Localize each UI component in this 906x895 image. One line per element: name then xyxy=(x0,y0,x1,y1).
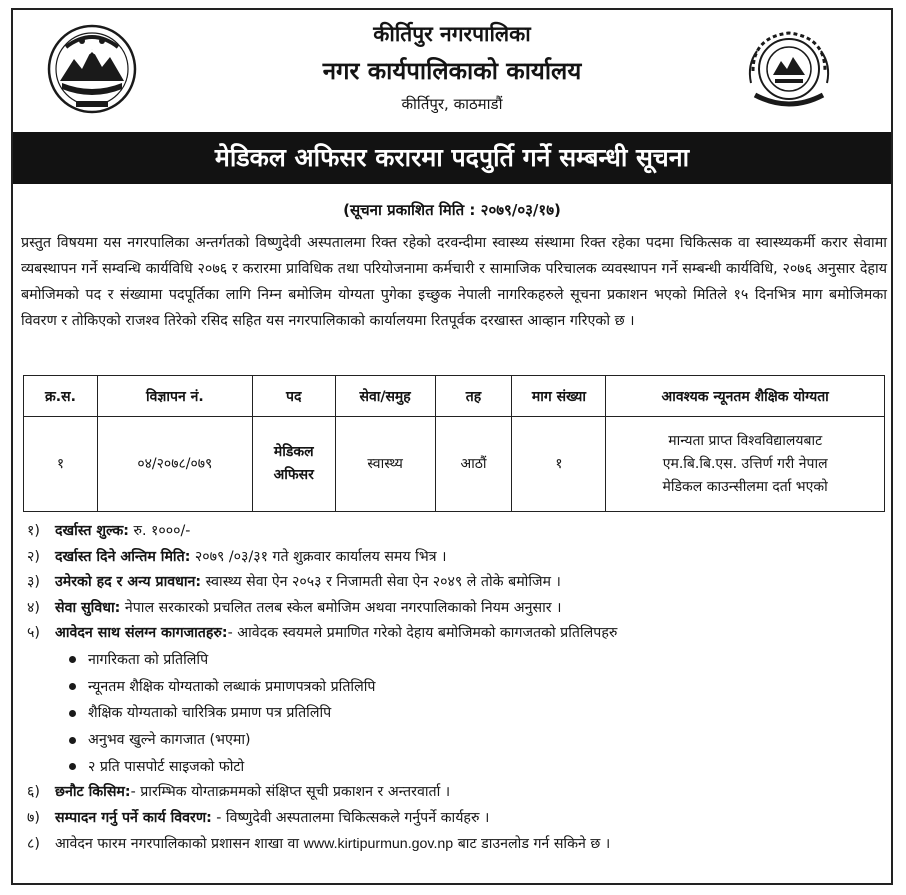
condition-text: बाट डाउनलोड गर्न सकिने छ । xyxy=(453,835,611,852)
condition-item xyxy=(27,545,887,571)
cell-post xyxy=(252,417,335,512)
publish-date xyxy=(13,200,891,220)
cell-qualification-line3: मेडिकल काउन्सीलमा दर्ता भएको xyxy=(662,478,828,495)
col-header-qualification: आवश्यक न्यूनतम शैक्षिक योग्यता xyxy=(606,376,885,417)
condition-number: १) xyxy=(27,523,40,539)
cell-service: स्वास्थ्य xyxy=(335,417,435,512)
condition-number: ७) xyxy=(27,810,40,826)
condition-text: २०७९ /०३/३१ गते शुक्रवार कार्यालय समय भित्र । xyxy=(190,548,447,565)
condition-item xyxy=(27,519,887,545)
col-header-service: सेवा/समुह xyxy=(335,376,435,417)
condition-text: - आवेदक स्वयमले प्रमाणित गरेको देहाय बमोजिमको कागजतको प्रतिलिपहरु xyxy=(227,625,618,642)
website-link[interactable]: www.kirtipurmun.gov.np xyxy=(303,835,454,852)
document-list-item xyxy=(27,700,887,727)
col-header-post: पद xyxy=(252,376,335,417)
condition-number: ५) xyxy=(27,625,40,642)
condition-item xyxy=(27,806,887,832)
condition-label: सेवा सुविधा: xyxy=(55,599,121,616)
condition-text: - विष्णुदेवी अस्पतालमा चिकित्सकले गर्नुपर्ने कार्यहरु । xyxy=(211,810,490,826)
document-list-item xyxy=(27,674,887,701)
notice-title: मेडिकल अफिसर करारमा पदपुर्ति गर्ने सम्बन्धी सूचना xyxy=(13,132,891,184)
condition-text: नेपाल सरकारको प्रचलित तलब स्केल बमोजिम अथवा नगरपालिकाको नियम अनुसार । xyxy=(120,599,562,616)
col-header-ad-no: विज्ञापन नं. xyxy=(97,376,252,417)
cell-qualification-line2: एम.बि.बि.एस. उत्तिर्ण गरी नेपाल xyxy=(662,455,828,472)
condition-item xyxy=(27,832,887,858)
letterhead xyxy=(13,10,891,128)
condition-text: आवेदन फारम नगरपालिकाको प्रशासन शाखा वा xyxy=(55,835,304,852)
condition-number: ४) xyxy=(27,599,40,616)
table-row xyxy=(24,417,885,512)
cell-qualification-line1: मान्यता प्राप्त विश्वविद्यालयबाट xyxy=(668,432,823,449)
document-text: शैक्षिक योग्यताको चारित्रिक प्रमाण पत्र प्रतिलिपि xyxy=(88,705,332,722)
conditions-list xyxy=(27,519,887,857)
bullet-icon xyxy=(69,656,76,663)
document-text: नागरिकता को प्रतिलिपि xyxy=(88,651,209,668)
office-name: नगर कार्यपालिकाको कार्यालय xyxy=(322,57,582,85)
cell-qualification xyxy=(606,417,885,512)
condition-label: छनौट किसिम: xyxy=(55,784,131,801)
office-address: कीर्तिपुर, काठमाडौं xyxy=(401,95,503,113)
condition-number: २) xyxy=(27,548,40,565)
condition-label: सम्पादन गर्नु पर्ने कार्य विवरण: xyxy=(55,810,212,826)
bullet-icon xyxy=(69,763,76,770)
vacancy-table xyxy=(23,375,885,512)
condition-label: उमेरको हद र अन्य प्रावधान: xyxy=(55,574,202,591)
col-header-level: तह xyxy=(435,376,512,417)
condition-number: ८) xyxy=(27,835,40,852)
municipality-name: कीर्तिपुर नगरपालिका xyxy=(373,22,531,46)
table-header-row xyxy=(24,376,885,417)
publish-date-label: (सूचना प्रकाशित मिति : xyxy=(343,201,476,219)
document-list-item xyxy=(27,727,887,754)
col-header-demand: माग संख्या xyxy=(512,376,606,417)
condition-item xyxy=(27,621,887,647)
bullet-icon xyxy=(69,710,76,717)
condition-text: स्वास्थ्य सेवा ऐन २०५३ र निजामती सेवा ऐन २०४९ ले तोके बमोजिम । xyxy=(201,574,561,591)
cell-post-line1: मेडिकल xyxy=(273,444,314,460)
condition-label: आवेदन साथ संलग्न कागजातहरु: xyxy=(55,625,228,642)
condition-item xyxy=(27,596,887,622)
condition-text: रु. १०००/- xyxy=(128,523,191,539)
document-text: २ प्रति पासपोर्ट साइजको फोटो xyxy=(88,758,245,775)
condition-label: दर्खास्त दिने अन्तिम मिति: xyxy=(55,548,191,565)
cell-demand: १ xyxy=(512,417,606,512)
col-header-sn: क्र.स. xyxy=(24,376,98,417)
cell-sn: १ xyxy=(24,417,98,512)
bullet-icon xyxy=(69,683,76,690)
document-list-item xyxy=(27,647,887,674)
condition-item xyxy=(27,780,887,806)
bullet-icon xyxy=(69,737,76,744)
document-list-item xyxy=(27,754,887,781)
condition-number: ३) xyxy=(27,574,40,591)
cell-ad-no: ०४/२०७८/०७९ xyxy=(97,417,252,512)
publish-date-value: २०७९/०३/१७) xyxy=(480,201,561,219)
document-text: न्यूनतम शैक्षिक योग्यताको लब्धाकं प्रमाणपत्रको प्रतिलिपि xyxy=(88,678,376,695)
cell-level: आठौं xyxy=(435,417,512,512)
cell-post-line2: अफिसर xyxy=(273,467,314,483)
document-text: अनुभव खुल्ने कागजात (भएमा) xyxy=(88,732,251,749)
condition-number: ६) xyxy=(27,784,40,801)
intro-paragraph: प्रस्तुत विषयमा यस नगरपालिका अन्तर्गतको विष्णुदेवी अस्पतालमा रिक्त रहेको दरवन्दीमा स्वास्थ्य संस्थामा रिक्त रहेका पदमा चिकित्सक वा स्वास्थ्यकर्मी करार सेवामा व्यबस्थापन गर्ने सम्वन्धि कार्यविधि २०७६ र करारमा प्राविधिक तथा परियोजनामा कर्मचारी र सामाजिक परिचालक व्यवस्थापन गर्ने सम्बन्धी कार्यविधि, २०७६ अनुसार देहाय बमोजिमको पद र संख्यामा पदपूर्तिका लागि निम्न बमोजिम योग्यता पुगेका इच्छुक नेपाली नागरिकहरुले सूचना प्रकाशन भएको मितिले १५ दिनभित्र माग बमोजिमका विवरण र तोकिएको राजश्व तिरेको रसिद सहित यस नगरपालिकाको कार्यालयमा रितपूर्वक दरखास्त आव्हान गरिएको छ । xyxy=(21,235,887,329)
condition-label: दर्खास्त शुल्क: xyxy=(55,523,129,539)
condition-text: - प्रारम्भिक योग्ताक्रममको संक्षिप्त सूची प्रकाशन र अन्तरवार्ता । xyxy=(130,784,451,801)
condition-item xyxy=(27,570,887,596)
municipality-logo-icon xyxy=(743,25,835,117)
notice-frame xyxy=(11,8,893,885)
